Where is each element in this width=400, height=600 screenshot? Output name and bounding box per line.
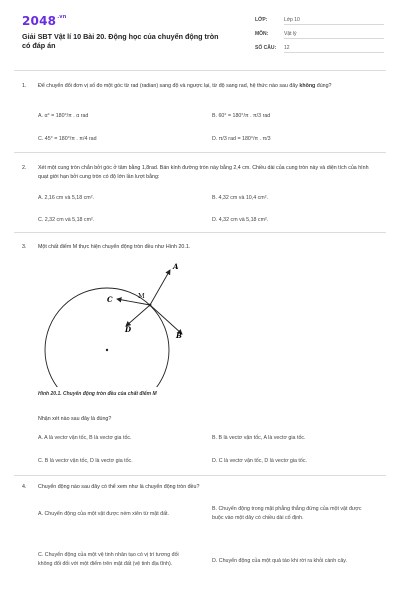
label-m: M (138, 292, 145, 300)
meta-label: LỚP: (255, 17, 268, 23)
prompt-text: đúng? (315, 83, 332, 89)
question-subprompt: Nhận xét nào sau đây là đúng? (38, 416, 112, 422)
question-prompt: Xét một cung tròn chắn bởi góc ở tâm bằng 1,8rad. Bán kính đường tròn này bằng 2,4 cm. Chiều dài của cung tròn này và diện tích của hình quạt giới hạn bởi cung tròn có độ lớn lần lượt bằng: (38, 165, 369, 180)
option-4d[interactable]: D. Chuyển động của một quả táo khi rời ra khỏi cành cây. (212, 558, 347, 564)
option-2c[interactable]: C. 2,32 cm và 5,18 cm². (38, 217, 95, 223)
option-3c[interactable]: C. B là vectơ vận tốc, D là vectơ gia tốc. (38, 458, 133, 464)
option-2d[interactable]: D. 4,32 cm và 5,18 cm². (212, 217, 269, 223)
header-divider (14, 70, 386, 71)
option-2a[interactable]: A. 2,16 cm và 5,18 cm². (38, 195, 94, 201)
option-1b[interactable]: B. 60° = 180°/π . π/3 rad (212, 113, 271, 119)
label-d: D (125, 325, 132, 334)
meta-value: Vật lý (284, 31, 384, 39)
meta-row-grade (255, 17, 384, 25)
option-1c[interactable]: C. 45° = 180°/π . π/4 rad (38, 136, 97, 142)
question-prompt (38, 82, 376, 91)
question-number: 1. (22, 83, 27, 89)
option-3d[interactable]: D. C là vectơ vận tốc, D là vectơ gia tốc. (212, 458, 307, 464)
vector-c-arrow (117, 299, 150, 305)
option-4c[interactable]: C. Chuyển động của một vệ tinh nhân tạo có vị trí tương đối không đổi đối với một điểm trên mặt đất (vệ tinh địa tĩnh). (38, 552, 179, 567)
question-divider (14, 475, 386, 476)
meta-value: 12 (284, 45, 384, 53)
question-number: 3. (22, 244, 27, 250)
meta-row-subject (255, 31, 384, 39)
page-title: Giải SBT Vật lí 10 Bài 20. Động học của chuyển động tròn có đáp án (22, 32, 219, 50)
vector-d-arrow (126, 305, 150, 326)
figure-caption: Hình 20.1. Chuyển động tròn đều của chất điểm M (38, 391, 157, 397)
option-1a[interactable]: A. α° = 180°/π . α rad (38, 113, 89, 119)
label-b: B (176, 331, 182, 340)
meta-label: MÔN: (255, 31, 269, 37)
logo-text: 2048 (22, 14, 57, 28)
option-3b[interactable]: B. B là vectơ vận tốc, A là vectơ gia tốc. (212, 435, 306, 441)
logo-suffix: .vn (57, 14, 67, 20)
question-divider (14, 152, 386, 153)
label-c: C (107, 295, 113, 304)
circular-motion-figure (22, 252, 222, 387)
site-logo[interactable] (22, 14, 67, 28)
question-prompt: Một chất điểm M thực hiện chuyển động tròn đều như Hình 20.1. (38, 244, 191, 250)
meta-label: SỐ CÂU: (255, 45, 277, 51)
option-4b[interactable]: B. Chuyển động trong mặt phẳng thẳng đứng của một vật được buộc vào một dây có chiều dài cố định. (212, 506, 362, 521)
option-1d[interactable]: D. π/3 rad = 180°/π . π/3 (212, 136, 271, 142)
question-divider (14, 232, 386, 233)
prompt-emphasis: không (299, 83, 316, 89)
option-4a[interactable]: A. Chuyển động của một vật được ném xiên từ mặt đất. (38, 511, 169, 517)
meta-row-count (255, 45, 384, 53)
question-number: 2. (22, 165, 27, 171)
prompt-text: Để chuyển đổi đơn vị số đo một góc từ rad (radian) sang độ và ngược lại, từ độ sang rad, hệ thức nào sau đây (38, 83, 300, 89)
point-m (149, 304, 152, 307)
question-prompt: Chuyển động nào sau đây có thể xem như là chuyển động tròn đều? (38, 484, 200, 490)
question-number: 4. (22, 484, 27, 490)
circle-center (106, 349, 108, 351)
meta-value: Lớp 10 (284, 17, 384, 25)
vector-a-arrow (150, 270, 170, 305)
option-3a[interactable]: A. A là vectơ vận tốc, B là vectơ gia tốc. (38, 435, 132, 441)
option-2b[interactable]: B. 4,32 cm và 10,4 cm². (212, 195, 268, 201)
label-a: A (173, 262, 179, 271)
